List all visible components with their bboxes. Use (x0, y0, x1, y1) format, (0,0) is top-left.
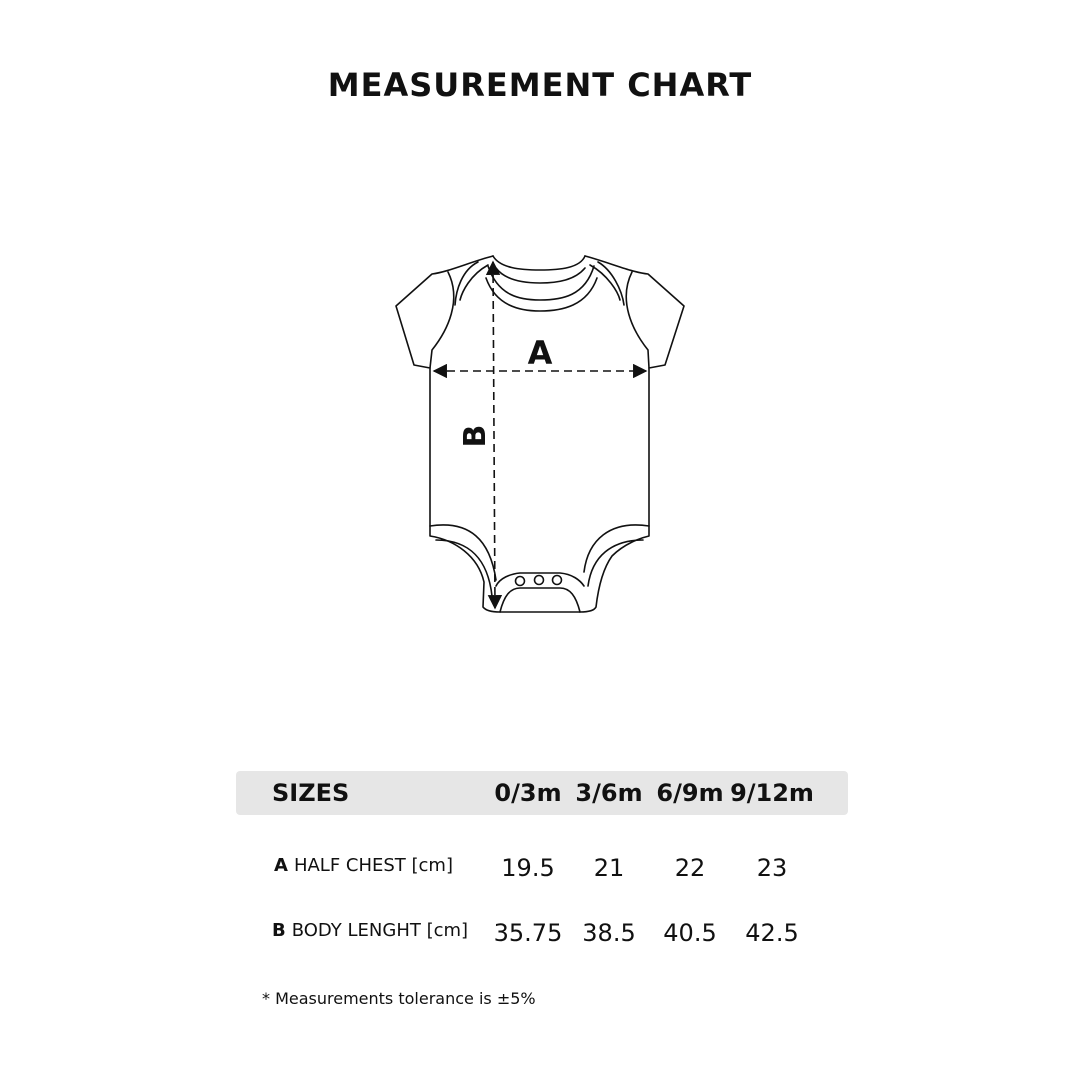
row-label-text: HALF CHEST [cm] (293, 855, 453, 876)
row-key: A (274, 855, 288, 876)
table-cell: 22 (674, 854, 706, 882)
measure-b-line (493, 262, 495, 608)
table-cell: 38.5 (582, 919, 636, 947)
page-title: MEASUREMENT CHART (327, 66, 753, 104)
table-cell: 40.5 (663, 919, 717, 947)
measure-b-label: B (458, 424, 493, 448)
row-key: B (272, 920, 286, 941)
bodysuit-outline (396, 256, 684, 612)
table-cell: 21 (593, 854, 625, 882)
row-label-text: BODY LENGHT [cm] (291, 920, 469, 941)
table-cell: 42.5 (745, 919, 799, 947)
row-label-half-chest (274, 857, 453, 875)
size-header-3-6m: 3/6m (575, 779, 643, 807)
measure-a-label: A (527, 334, 553, 372)
size-header-9-12m: 9/12m (730, 779, 814, 807)
neckline (493, 256, 585, 270)
table-cell: 19.5 (501, 854, 555, 882)
table-cell: 35.75 (493, 919, 563, 947)
table-cell: 23 (756, 854, 788, 882)
tolerance-note: * Measurements tolerance is ±5% (262, 989, 536, 1008)
size-header-0-3m: 0/3m (494, 779, 562, 807)
size-header-6-9m: 6/9m (656, 779, 724, 807)
row-label-body-length (272, 922, 468, 940)
sizes-header: SIZES (272, 779, 350, 807)
